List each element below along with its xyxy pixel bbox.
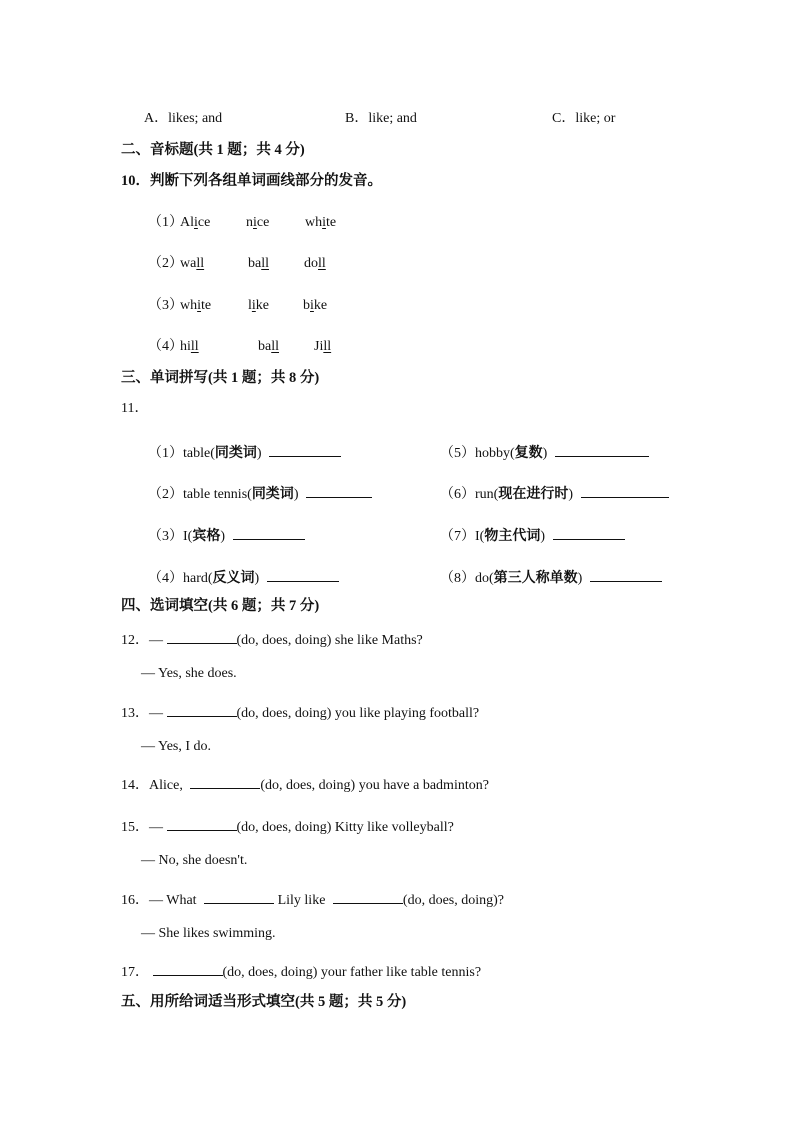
answer-blank[interactable]: [267, 567, 339, 582]
answer-blank[interactable]: [167, 702, 237, 717]
question-12: 12．— (do, does, doing) she like Maths?: [121, 629, 423, 650]
answer-blank[interactable]: [581, 483, 669, 498]
row-label: （1）: [148, 215, 183, 230]
question-10-stem: 10．判断下列各组单词画线部分的发音。: [121, 173, 382, 189]
option-b: B．like; and: [345, 111, 417, 126]
section-title-4: 四、选词填空(共 6 题；共 7 分): [121, 598, 320, 614]
question-17: 17． (do, does, doing) your father like table tennis?: [121, 961, 481, 982]
question-13-answer: — Yes, I do.: [141, 739, 212, 754]
question-15: 15．— (do, does, doing) Kitty like volleyball?: [121, 816, 454, 837]
option-a: A．likes; and: [144, 111, 223, 126]
option-c: C．like; or: [552, 111, 616, 126]
row-label: （2）: [148, 256, 183, 271]
word: ball: [248, 256, 269, 271]
q10-row-4: [148, 338, 332, 356]
word: wall: [180, 256, 205, 271]
q11-item-3: （3）I(宾格): [148, 525, 305, 546]
q11-item-4: （4）hard(反义词): [148, 567, 339, 588]
answer-blank[interactable]: [553, 525, 625, 540]
q11-item-7: （7）I(物主代词): [440, 525, 625, 546]
word: bike: [303, 298, 328, 313]
row-label: （4）: [148, 339, 183, 354]
section-title-2: 二、音标题(共 1 题；共 4 分): [121, 142, 305, 158]
q10-row-3: [148, 297, 328, 315]
word: hill: [180, 339, 199, 354]
section-title-3: 三、单词拼写(共 1 题；共 8 分): [121, 370, 320, 386]
q11-item-2: （2）table tennis(同类词): [148, 483, 372, 504]
q11-item-5: （5）hobby(复数): [440, 442, 649, 463]
question-15-answer: — No, she doesn't.: [141, 853, 248, 868]
answer-blank[interactable]: [233, 525, 305, 540]
question-16: 16．— What Lily like (do, does, doing)?: [121, 889, 504, 910]
answer-blank[interactable]: [333, 889, 403, 904]
word: Jill: [314, 339, 332, 354]
word: ball: [258, 339, 279, 354]
word: white: [180, 298, 212, 313]
question-13: 13．— (do, does, doing) you like playing football?: [121, 702, 479, 723]
word: white: [305, 215, 337, 230]
word: nice: [246, 215, 270, 230]
word: Alice: [180, 215, 211, 230]
q11-item-1: （1）table(同类词): [148, 442, 341, 463]
answer-blank[interactable]: [167, 816, 237, 831]
answer-blank[interactable]: [190, 774, 260, 789]
answer-blank[interactable]: [269, 442, 341, 457]
answer-blank[interactable]: [555, 442, 649, 457]
word: doll: [304, 256, 326, 271]
section-title-5: 五、用所给词适当形式填空(共 5 题；共 5 分): [121, 994, 407, 1010]
answer-blank[interactable]: [590, 567, 662, 582]
q10-row-1: [148, 214, 337, 232]
question-11-number: 11．: [121, 401, 149, 416]
q11-item-8: （8）do(第三人称单数): [440, 567, 662, 588]
question-12-answer: — Yes, she does.: [141, 666, 237, 681]
q11-item-6: （6）run(现在进行时): [440, 483, 669, 504]
answer-blank[interactable]: [204, 889, 274, 904]
answer-blank[interactable]: [153, 961, 223, 976]
word: like: [248, 298, 269, 313]
row-label: （3）: [148, 298, 183, 313]
q10-row-2: [148, 255, 326, 273]
question-16-answer: — She likes swimming.: [141, 926, 276, 941]
question-14: 14．Alice, (do, does, doing) you have a badminton?: [121, 774, 489, 795]
answer-blank[interactable]: [167, 629, 237, 644]
answer-blank[interactable]: [306, 483, 372, 498]
